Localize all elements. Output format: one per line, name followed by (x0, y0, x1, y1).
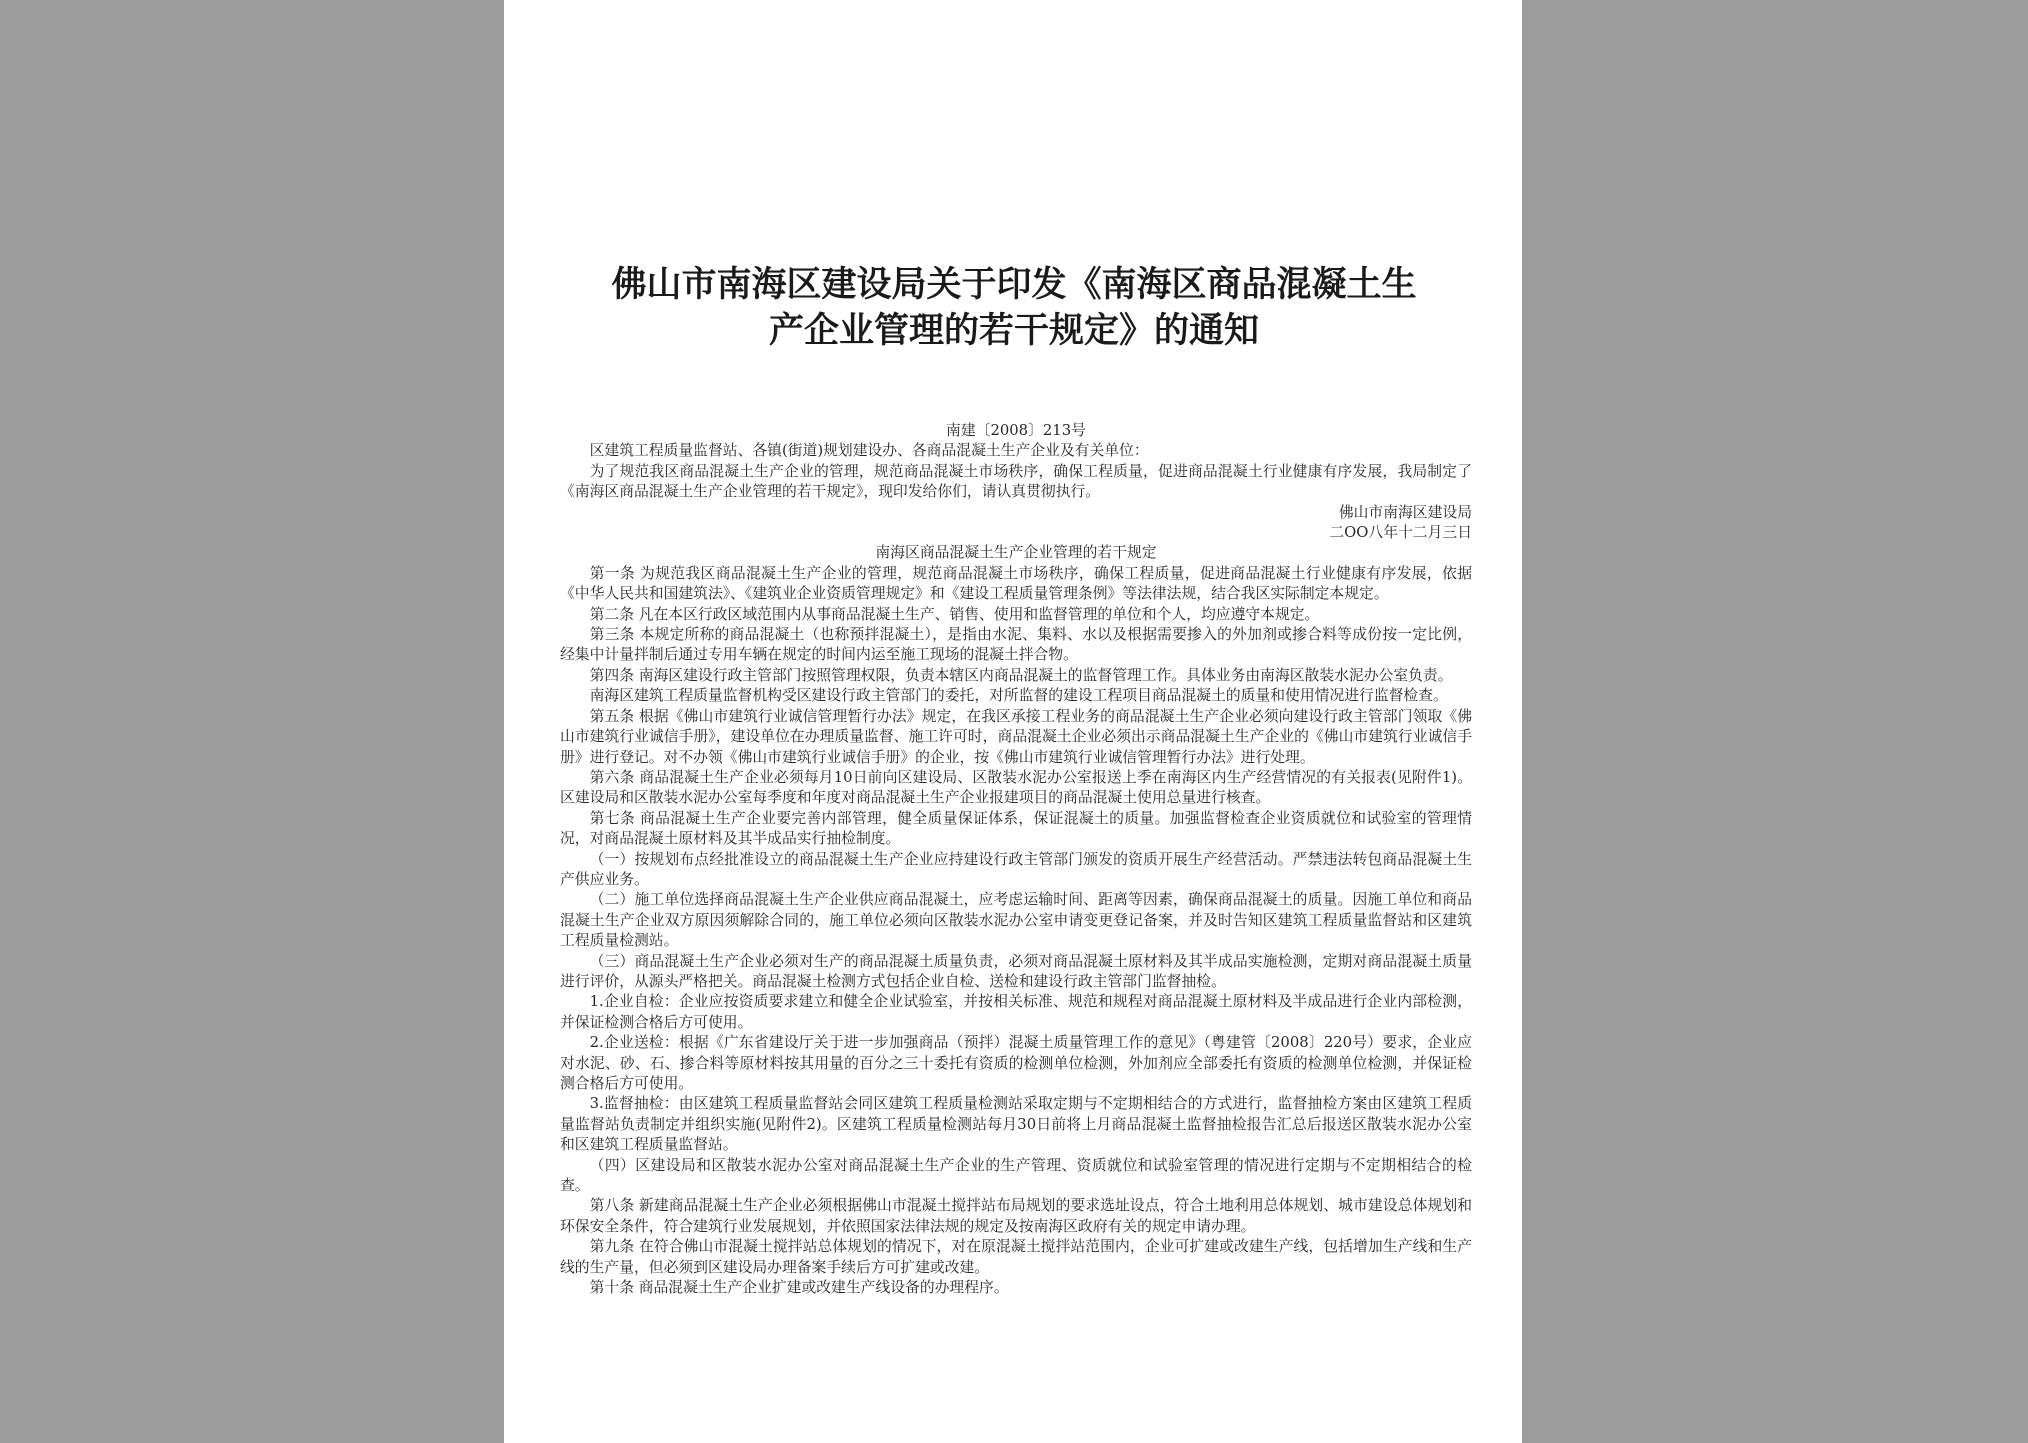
title-line-2: 产企业管理的若干规定》的通知 (768, 311, 1259, 351)
title-line-1: 佛山市南海区建设局关于印发《南海区商品混凝土生 (611, 265, 1417, 305)
article-paragraph: 第一条 为规范我区商品混凝土生产企业的管理，规范商品混凝土市场秩序，确保工程质量，促进商品混凝土行业健康有序发展，依据《中华人民共和国建筑法》、《建筑业企业资质管理规定》和《建设工程质量管理条例》等法律法规，结合我区实际制定本规定。 (560, 564, 1472, 603)
article-paragraph: 第三条 本规定所称的商品混凝土（也称预拌混凝土），是指由水泥、集料、水以及根据需要掺入的外加剂或掺合料等成份按一定比例，经集中计量拌制后通过专用车辆在规定的时间内运至施工现场的混凝土拌合物。 (560, 626, 1472, 664)
article-paragraph: （三）商品混凝土生产企业必须对生产的商品混凝土质量负责，必须对商品混凝土原材料及其半成品实施检测，定期对商品混凝土质量进行评价，从源头严格把关。商品混凝土检测方式包括企业自检、送检和建设行政主管部门监督抽检。 (560, 952, 1472, 990)
article-list (560, 564, 1472, 1299)
article-paragraph: 南海区建筑工程质量监督机构受区建设行政主管部门的委托，对所监督的建设工程项目商品混凝土的质量和使用情况进行监督检查。 (589, 687, 1448, 705)
article-paragraph: 第二条 凡在本区行政区域范围内从事商品混凝土生产、销售、使用和监督管理的单位和个人，均应遵守本规定。 (589, 605, 1320, 623)
article-paragraph: （一）按规划布点经批准设立的商品混凝土生产企业应持建设行政主管部门颁发的资质开展生产经营活动。严禁违法转包商品混凝土生产供应业务。 (560, 850, 1472, 888)
article-paragraph: 3.监督抽检：由区建筑工程质量监督站会同区建筑工程质量检测站采取定期与不定期相结合的方式进行，监督抽检方案由区建筑工程质量监督站负责制定并组织实施(见附件2)。区建筑工程质量检测站每月30日前将上月商品混凝土监督抽检报告汇总后报送区散装水泥办公室和区建筑工程质量监督站。 (560, 1095, 1472, 1154)
article-paragraph: 第六条 商品混凝土生产企业必须每月10日前向区建设局、区散装水泥办公室报送上季在南海区内生产经营情况的有关报表(见附件1)。区建设局和区散装水泥办公室每季度和年度对商品混凝土生产企业报建项目的商品混凝土使用总量进行核查。 (560, 768, 1472, 807)
document-title (584, 262, 1444, 354)
document-page (504, 0, 1522, 1443)
article-paragraph: 2.企业送检：根据《广东省建设厅关于进一步加强商品（预拌）混凝土质量管理工作的意见》（粤建管〔2008〕220号）要求，企业应对水泥、砂、石、掺合料等原材料按其用量的百分之三十委托有资质的检测单位检测，外加剂应全部委托有资质的检测单位检测，并保证检测合格后方可使用。 (560, 1034, 1472, 1092)
article-paragraph: （四）区建设局和区散装水泥办公室对商品混凝土生产企业的生产管理、资质就位和试验室管理的情况进行定期与不定期相结合的检查。 (560, 1156, 1472, 1195)
issuer: 佛山市南海区建设局 (1338, 503, 1472, 521)
article-paragraph: 第九条 在符合佛山市混凝土搅拌站总体规划的情况下，对在原混凝土搅拌站范围内，企业可扩建或改建生产线，包括增加生产线和生产线的生产量，但必须到区建设局办理备案手续后方可扩建或改建。 (560, 1238, 1472, 1276)
article-paragraph: 第十条 商品混凝土生产企业扩建或改建生产线设备的办理程序。 (589, 1279, 1009, 1297)
intro-paragraph: 为了规范我区商品混凝土生产企业的管理，规范商品混凝土市场秩序，确保工程质量，促进商品混凝土行业健康有序发展，我局制定了《南海区商品混凝土生产企业管理的若干规定》，现印发给你们，请认真贯彻执行。 (560, 462, 1472, 501)
issue-date: 二OO八年十二月三日 (1329, 524, 1472, 542)
article-paragraph: 第五条 根据《佛山市建筑行业诚信管理暂行办法》规定，在我区承接工程业务的商品混凝土生产企业必须向建设行政主管部门领取《佛山市建筑行业诚信手册》，建设单位在办理质量监督、施工许可时，商品混凝土企业必须出示商品混凝土生产企业的《佛山市建筑行业诚信手册》进行登记。对不办领《佛山市建筑行业诚信手册》的企业，按《佛山市建筑行业诚信管理暂行办法》进行处理。 (560, 707, 1472, 766)
article-paragraph: （二）施工单位选择商品混凝土生产企业供应商品混凝土，应考虑运输时间、距离等因素，确保商品混凝土的质量。因施工单位和商品混凝土生产企业双方原因须解除合同的，施工单位必须向区散装水泥办公室申请变更登记备案，并及时告知区建筑工程质量监督站和区建筑工程质量检测站。 (560, 891, 1472, 950)
article-paragraph: 第四条 南海区建设行政主管部门按照管理权限，负责本辖区内商品混凝土的监督管理工作。具体业务由南海区散装水泥办公室负责。 (589, 666, 1453, 684)
doc-number: 南建〔2008〕213号 (946, 422, 1086, 439)
document-body (560, 421, 1472, 1298)
addressee: 区建筑工程质量监督站、各镇(街道)规划建设办、各商品混凝土生产企业及有关单位： (589, 442, 1149, 460)
subtitle: 南海区商品混凝土生产企业管理的若干规定 (875, 544, 1157, 562)
article-paragraph: 1.企业自检：企业应按资质要求建立和健全企业试验室，并按相关标准、规范和规程对商品混凝土原材料及半成品进行企业内部检测，并保证检测合格后方可使用。 (560, 993, 1472, 1031)
article-paragraph: 第八条 新建商品混凝土生产企业必须根据佛山市混凝土搅拌站布局规划的要求选址设点，符合土地利用总体规划、城市建设总体规划和环保安全条件，符合建筑行业发展规划，并依照国家法律法规的规定及按南海区政府有关的规定申请办理。 (560, 1197, 1472, 1235)
article-paragraph: 第七条 商品混凝土生产企业要完善内部管理，健全质量保证体系，保证混凝土的质量。加强监督检查企业资质就位和试验室的管理情况，对商品混凝土原材料及其半成品实行抽检制度。 (560, 809, 1472, 848)
